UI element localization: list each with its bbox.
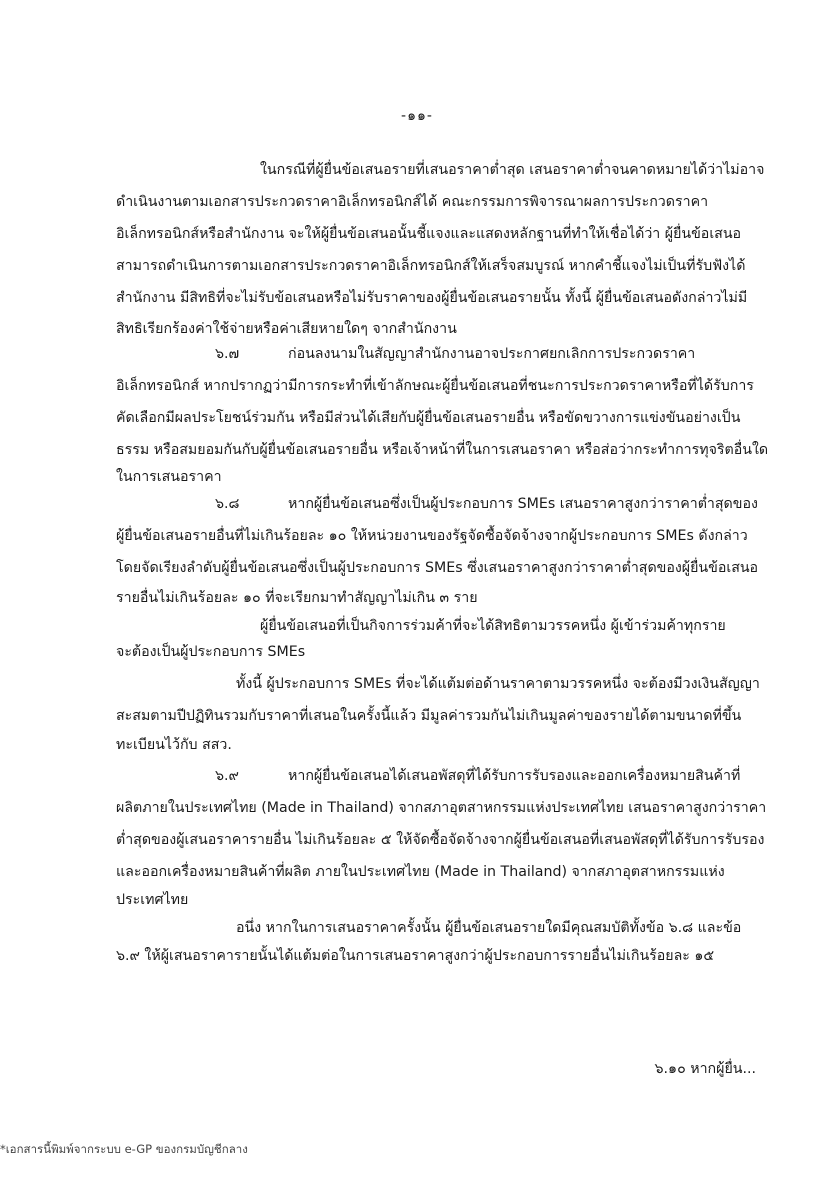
section-number: ๖.๘ <box>215 496 240 512</box>
text-line: อิเล็กทรอนิกส์หรือสำนักงาน จะให้ผู้ยื่นข้อเสนอนั้นชี้แจงและแสดงหลักฐานที่ทำให้เชื่อได้ว่า ผู้ยื่นข้อเสนอ <box>116 226 742 242</box>
text-line: ก่อนลงนามในสัญญาสำนักงานอาจประกาศยกเลิกการประกวดราคา <box>288 346 696 362</box>
text-line: รายอื่นไม่เกินร้อยละ ๑๐ ที่จะเรียกมาทำสัญญาไม่เกิน ๓ ราย <box>116 590 478 606</box>
section-number: ๖.๙ <box>215 768 239 784</box>
text-line: คัดเลือกมีผลประโยชน์ร่วมกัน หรือมีส่วนได้เสียกับผู้ยื่นข้อเสนอรายอื่น หรือขัดขวางการแข่งขันอย่างเป็น <box>116 410 741 426</box>
text-line: ประเทศไทย <box>116 892 189 908</box>
text-line: ทั้งนี้ ผู้ประกอบการ SMEs ที่จะได้แต้มต่อด้านราคาตามวรรคหนึ่ง จะต้องมีวงเงินสัญญา <box>236 676 760 692</box>
text-line: อนึ่ง หากในการเสนอราคาครั้งนั้น ผู้ยื่นข้อเสนอรายใดมีคุณสมบัติทั้งข้อ ๖.๘ และข้อ <box>236 920 742 936</box>
section-number: ๖.๗ <box>215 346 240 362</box>
text-line: ในกรณีที่ผู้ยื่นข้อเสนอรายที่เสนอราคาต่ำสุด เสนอราคาต่ำจนคาดหมายได้ว่าไม่อาจ <box>260 162 765 178</box>
continuation-text: ๖.๑๐ หากผู้ยื่น... <box>654 1061 756 1077</box>
text-line: และออกเครื่องหมายสินค้าที่ผลิต ภายในประเทศไทย (Made in Thailand) จากสภาอุตสาหกรรมแห่ง <box>116 864 725 880</box>
text-line: สำนักงาน มีสิทธิที่จะไม่รับข้อเสนอหรือไม่รับราคาของผู้ยื่นข้อเสนอรายนั้น ทั้งนี้ ผู้ยื่นข้อเสนอดังกล่าวไม่มี <box>116 290 748 306</box>
text-line: อิเล็กทรอนิกส์ หากปรากฏว่ามีการกระทำที่เข้าลักษณะผู้ยื่นข้อเสนอที่ชนะการประกวดราคาหรือที่ได้รับการ <box>116 378 754 394</box>
text-line: ผู้ยื่นข้อเสนอที่เป็นกิจการร่วมค้าที่จะได้สิทธิตามวรรคหนึ่ง ผู้เข้าร่วมค้าทุกราย <box>260 618 726 634</box>
text-line: ดำเนินงานตามเอกสารประกวดราคาอิเล็กทรอนิกส์ได้ คณะกรรมการพิจารณาผลการประกวดราคา <box>116 194 709 210</box>
text-line: สิทธิเรียกร้องค่าใช้จ่ายหรือค่าเสียหายใดๆ จากสำนักงาน <box>116 321 457 337</box>
text-line: หากผู้ยื่นข้อเสนอได้เสนอพัสดุที่ได้รับการรับรองและออกเครื่องหมายสินค้าที่ <box>288 768 741 784</box>
text-line: ๖.๙ ให้ผู้เสนอราคารายนั้นได้แต้มต่อในการเสนอราคาสูงกว่าผู้ประกอบการรายอื่นไม่เกินร้อยละ ๑๕ <box>116 948 715 964</box>
page-number: -๑๑- <box>401 108 433 124</box>
footer-note: *เอกสารนี้พิมพ์จากระบบ e-GP ของกรมบัญชีกลาง <box>0 1142 248 1156</box>
text-line: หากผู้ยื่นข้อเสนอซึ่งเป็นผู้ประกอบการ SMEs เสนอราคาสูงกว่าราคาต่ำสุดของ <box>288 496 758 512</box>
text-line: ผลิตภายในประเทศไทย (Made in Thailand) จากสภาอุตสาหกรรมแห่งประเทศไทย เสนอราคาสูงกว่าราคา <box>116 800 767 816</box>
text-line: ผู้ยื่นข้อเสนอรายอื่นที่ไม่เกินร้อยละ ๑๐ ให้หน่วยงานของรัฐจัดซื้อจัดจ้างจากผู้ประกอบการ SMEs ดังกล่าว <box>116 528 748 544</box>
text-line: สามารถดำเนินการตามเอกสารประกวดราคาอิเล็กทรอนิกส์ให้เสร็จสมบูรณ์ หากคำชี้แจงไม่เป็นที่รับฟังได้ <box>116 258 746 274</box>
text-line: ธรรม หรือสมยอมกันกับผู้ยื่นข้อเสนอรายอื่น หรือเจ้าหน้าที่ในการเสนอราคา หรือส่อว่ากระทำการทุจริตอื่นใด <box>116 442 769 458</box>
text-line: จะต้องเป็นผู้ประกอบการ SMEs <box>116 644 306 660</box>
text-line: ในการเสนอราคา <box>116 469 222 485</box>
text-line: สะสมตามปีปฏิทินรวมกับราคาที่เสนอในครั้งนี้แล้ว มีมูลค่ารวมกันไม่เกินมูลค่าของรายได้ตามขนาดที่ขึ้น <box>116 708 742 724</box>
text-line: ต่ำสุดของผู้เสนอราคารายอื่น ไม่เกินร้อยละ ๕ ให้จัดซื้อจัดจ้างจากผู้ยื่นข้อเสนอที่เสนอพัสดุที่ได้รับการรับรอง <box>116 832 765 848</box>
text-line: ทะเบียนไว้กับ สสว. <box>116 737 232 753</box>
text-line: โดยจัดเรียงลำดับผู้ยื่นข้อเสนอซึ่งเป็นผู้ประกอบการ SMEs ซึ่งเสนอราคาสูงกว่าราคาต่ำสุดของผู้ยื่นข้อเสนอ <box>116 560 759 576</box>
